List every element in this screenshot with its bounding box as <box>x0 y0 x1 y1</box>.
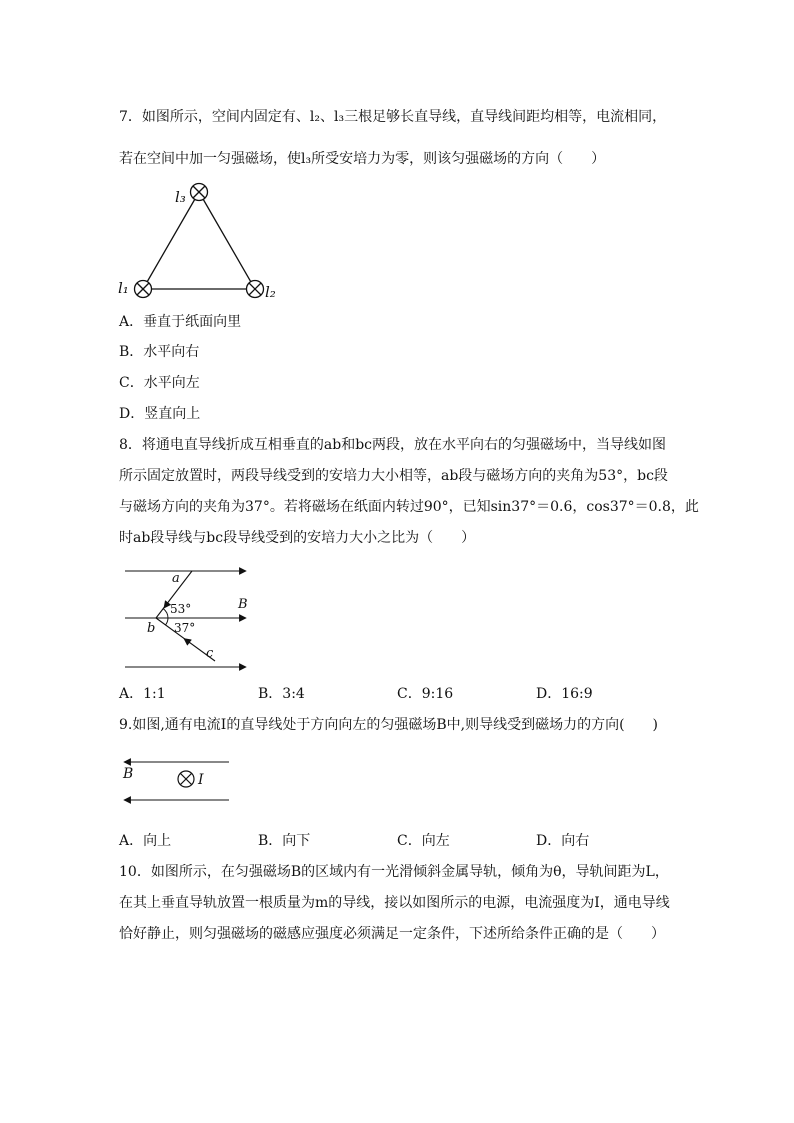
q10-text-line-1: 10．如图所示，在匀强磁场B的区域内有一光滑倾斜金属导轨，倾角为θ，导轨间距为L， <box>119 864 669 880</box>
q8-option-d: D．16:9 <box>536 686 593 702</box>
q7-label-l2: l₂ <box>265 283 276 301</box>
q8-text-line-2: 所示固定放置时，两段导线受到的安培力大小相等，ab段与磁场方向的夹角为53°，bc段 <box>119 468 668 484</box>
q8-angle-arc-53 <box>163 609 168 619</box>
q8-text-line-1: 8．将通电直导线折成互相垂直的ab和bc两段，放在水平向右的匀强磁场中，当导线如图 <box>119 437 667 453</box>
q9-option-a: A．向上 <box>119 833 172 849</box>
q8-label-b: b <box>147 621 156 636</box>
q9-label-I: I <box>198 772 204 788</box>
q8-label-a: a <box>172 571 180 586</box>
q7-option-c: C．水平向左 <box>119 375 200 391</box>
q7-option-a: A．垂直于纸面向里 <box>119 314 242 330</box>
q8-angle-53: 53° <box>170 602 192 616</box>
q9-option-d: D．向右 <box>536 833 590 849</box>
q7-option-d: D．竖直向上 <box>119 406 201 422</box>
q9-option-b: B．向下 <box>258 833 311 849</box>
q8-label-B: B <box>238 597 248 612</box>
q9-option-c: C．向左 <box>397 833 450 849</box>
q10-text-line-3: 恰好静止，则匀强磁场的磁感应强度必须满足一定条件，下述所给条件正确的是（ ） <box>119 926 665 942</box>
q8-option-c: C．9:16 <box>397 686 454 702</box>
current-into-page-icon <box>135 281 152 298</box>
q10-text-line-2: 在其上垂直导轨放置一根质量为m的导线，接以如图所示的电源，电流强度为I，通电导线 <box>119 895 670 911</box>
current-into-page-icon <box>178 771 194 787</box>
q7-option-b: B．水平向右 <box>119 344 200 360</box>
q8-field-figure <box>120 560 255 675</box>
q8-current-arrow-ab <box>164 604 167 608</box>
q7-label-l1: l₁ <box>118 279 129 297</box>
current-into-page-icon <box>191 184 208 201</box>
current-into-page-icon <box>247 281 264 298</box>
q8-option-a: A．1:1 <box>119 686 166 702</box>
q8-current-arrow-bc <box>184 639 190 643</box>
q8-text-line-4: 时ab段导线与bc段导线受到的安培力大小之比为（ ） <box>119 530 476 546</box>
q8-text-line-3: 与磁场方向的夹角为37°。若将磁场在纸面内转过90°，已知sin37°＝0.6，cos37°＝0.8，此 <box>119 499 699 515</box>
q7-label-l3: l₃ <box>175 188 186 206</box>
q7-side-left <box>143 192 199 289</box>
q9-text-line-1: 9.如图,通有电流I的直导线处于方向向左的匀强磁场B中,则导线受到磁场力的方向( ) <box>119 717 658 733</box>
q7-side-right <box>199 192 255 289</box>
q8-option-b: B．3:4 <box>258 686 305 702</box>
q7-text-line-1: 7．如图所示，空间内固定有、l₂、l₃三根足够长直导线，直导线间距均相等，电流相同， <box>119 109 667 125</box>
q9-label-B: B <box>123 766 134 782</box>
q7-triangle-figure <box>115 180 285 302</box>
q9-field-figure <box>120 752 235 807</box>
q8-angle-arc-37 <box>166 618 169 625</box>
q7-text-line-2: 若在空间中加一匀强磁场，使l₃所受安培力为零，则该匀强磁场的方向（ ） <box>119 151 606 167</box>
q8-label-c: c <box>206 646 214 661</box>
q8-angle-37: 37° <box>174 621 196 635</box>
